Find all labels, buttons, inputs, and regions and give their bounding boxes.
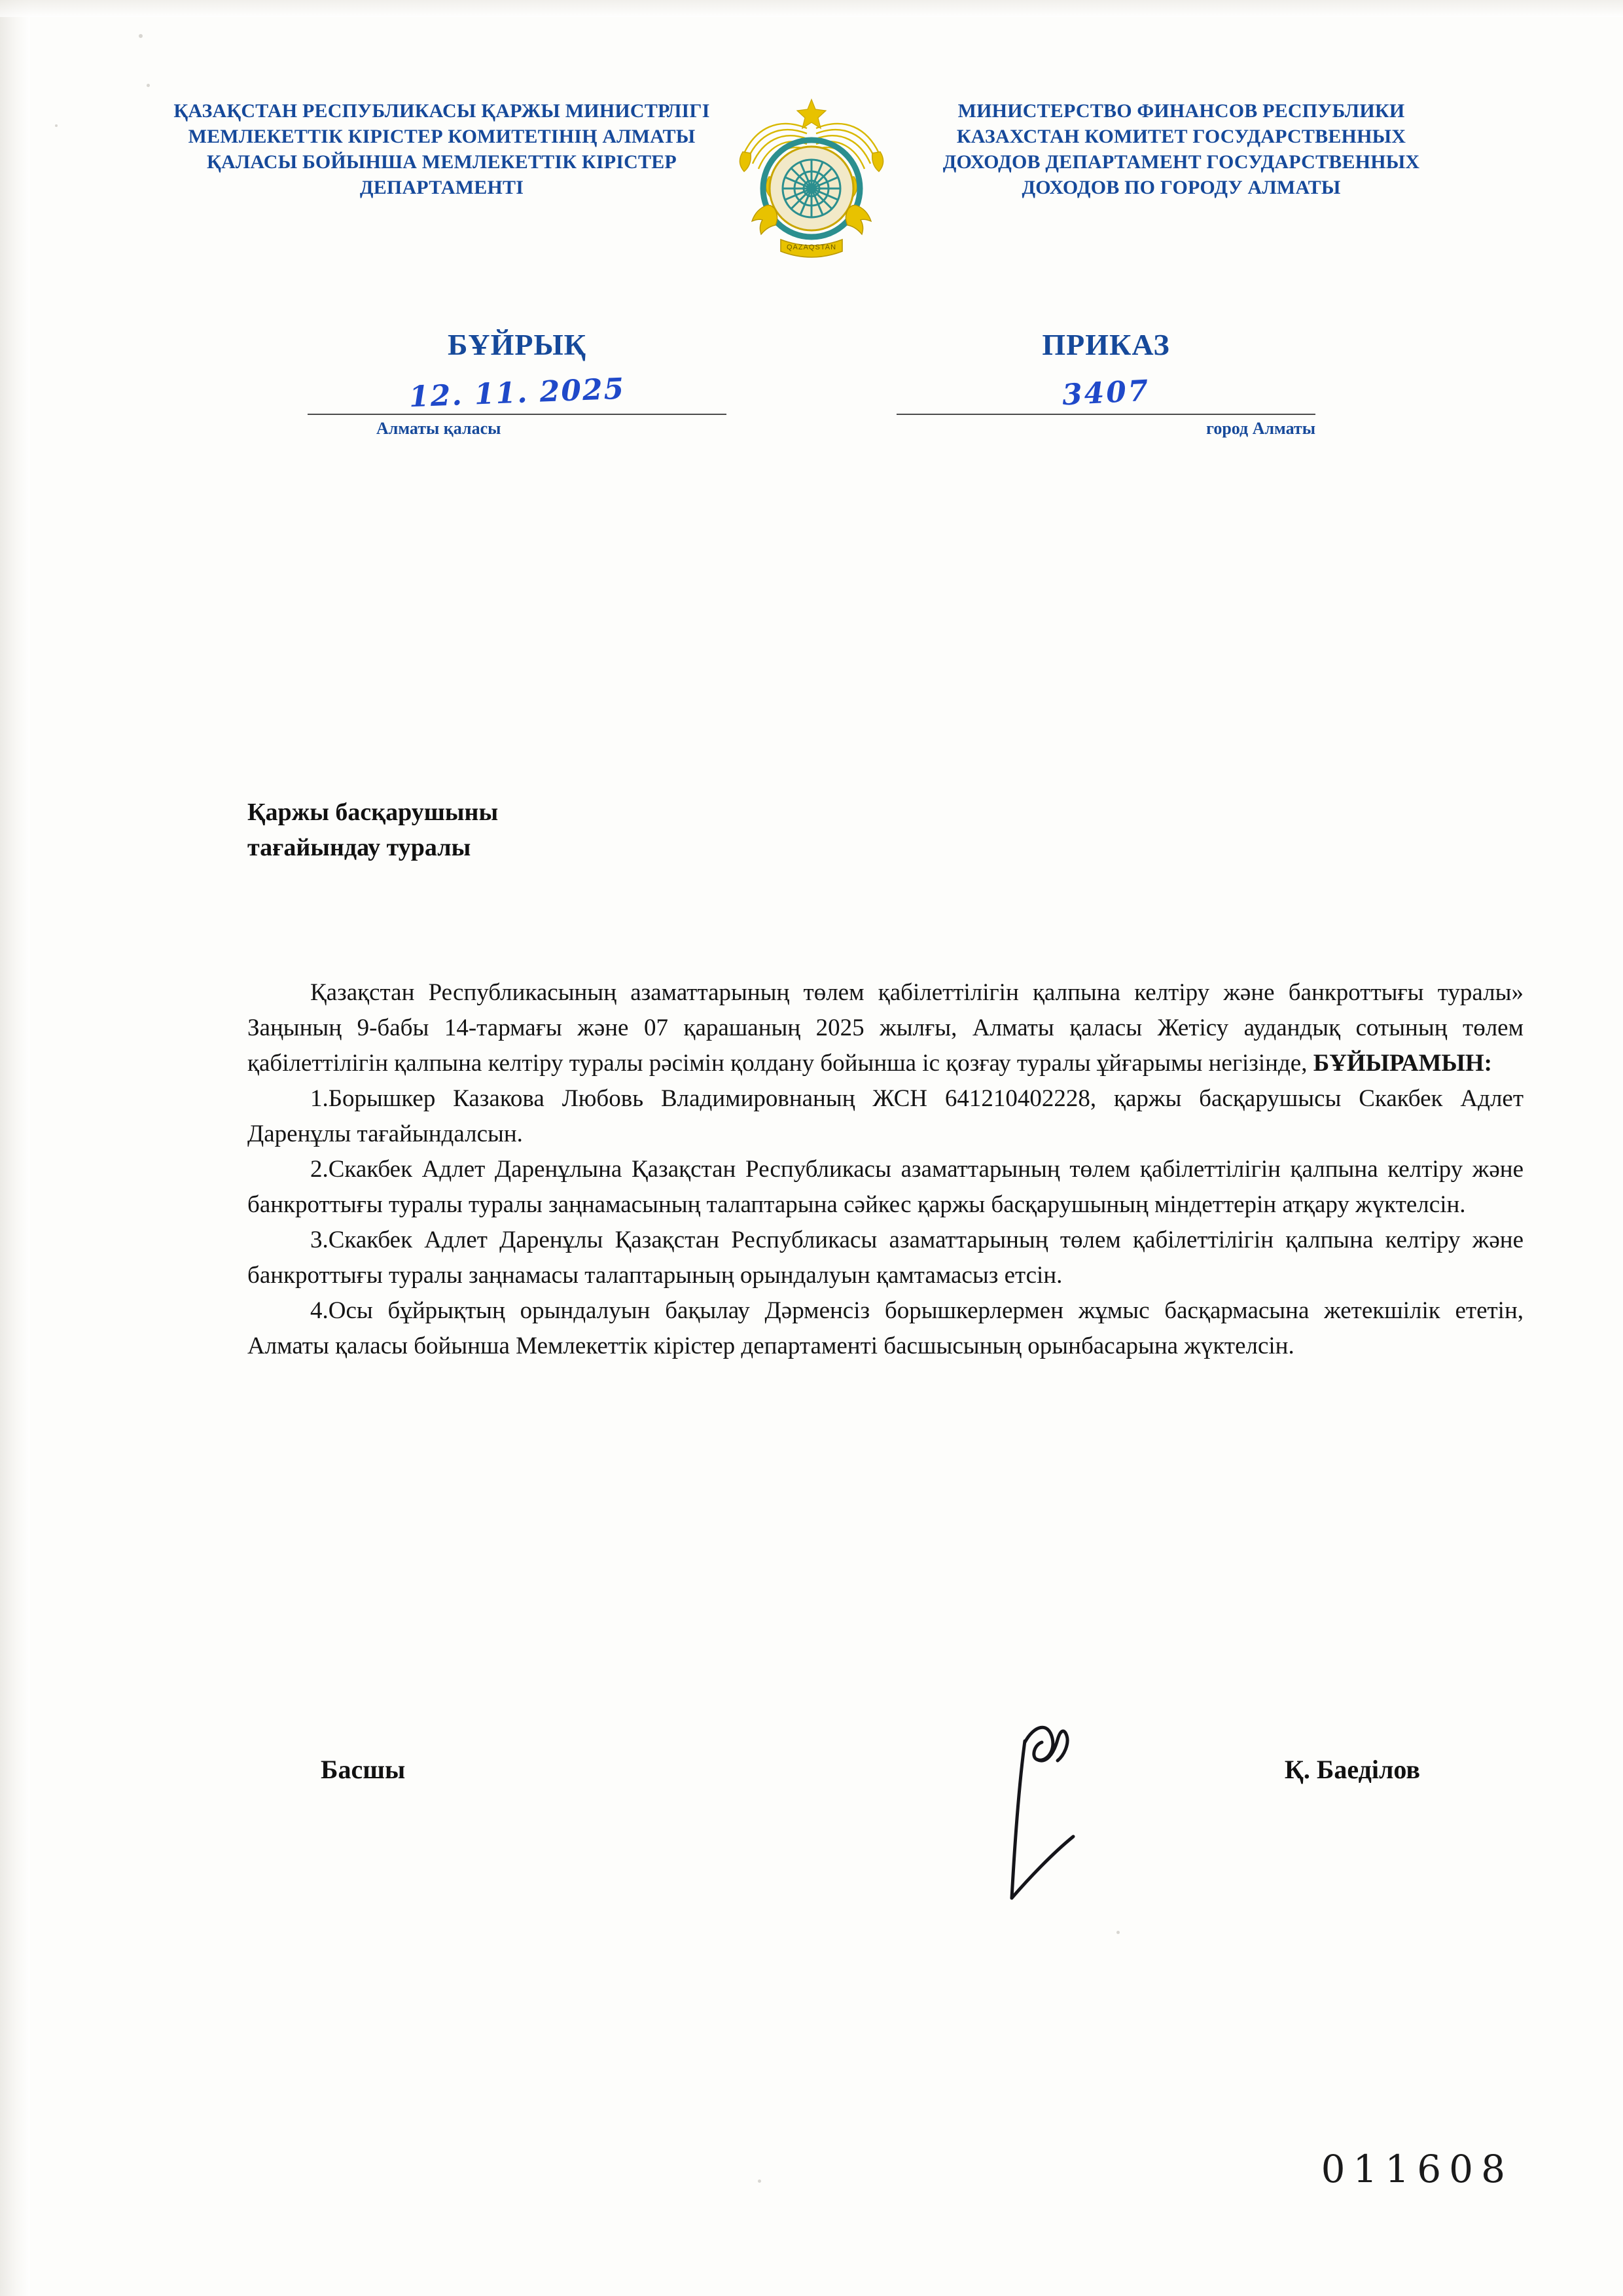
city-russian: город Алматы bbox=[1206, 419, 1315, 438]
org-name-kazakh: ҚАЗАҚСТАН РЕСПУБЛИКАСЫ ҚАРЖЫ МИНИСТРЛІГІ МЕМЛЕКЕТТІК КІРІСТЕР КОМИТЕТІНІҢ АЛМАТЫ ҚАЛАСЫ БОЙЫНША МЕМЛЕКЕТТІК КІРІСТЕР ДЕПАРТАМЕНТІ bbox=[173, 100, 710, 198]
scan-edge-shadow-top bbox=[0, 0, 1623, 17]
body-item-3: 3.Скакбек Адлет Даренұлы Қазақстан Республикасы азаматтарының төлем қабілеттілігін қалпына келтіру және банкроттығы туралы заңнамасы талаптарының орындалуын қамтамасыз етсін. bbox=[247, 1227, 1524, 1289]
coat-of-arms-icon bbox=[730, 90, 893, 287]
body-intro-bold: БҰЙЫРАМЫН: bbox=[1313, 1050, 1492, 1077]
signature-role: Басшы bbox=[321, 1755, 406, 1784]
order-block-russian bbox=[812, 327, 1400, 439]
scan-speck bbox=[139, 34, 143, 38]
org-name-russian: МИНИСТЕРСТВО ФИНАНСОВ РЕСПУБЛИКИ КАЗАХСТАН КОМИТЕТ ГОСУДАРСТВЕННЫХ ДОХОДОВ ДЕПАРТАМЕНТ ГОСУДАРСТВЕННЫХ ДОХОДОВ ПО ГОРОДУ АЛМАТЫ bbox=[942, 100, 1420, 198]
order-title-row bbox=[0, 327, 1623, 439]
emblem-container bbox=[713, 90, 910, 287]
city-kazakh: Алматы қаласы bbox=[376, 419, 501, 438]
signature-name: Қ. Баеділов bbox=[1284, 1755, 1420, 1784]
body-item-1: 1.Борышкер Казакова Любовь Владимировнаның ЖСН 641210402228, қаржы басқарушысы Скакбек Адлет Даренұлы тағайындалсын. bbox=[247, 1085, 1524, 1148]
document-number: 011608 bbox=[1321, 2147, 1513, 2191]
document-body bbox=[247, 975, 1524, 1364]
handwritten-signature-icon bbox=[969, 1702, 1178, 1918]
order-date-handwritten: 12. 11. 2025 bbox=[408, 372, 626, 414]
order-word-russian: ПРИКАЗ bbox=[1042, 328, 1170, 361]
subject-line-1: Қаржы басқарушыны bbox=[247, 798, 499, 826]
document-subject bbox=[247, 795, 836, 866]
order-word-kazakh: БҰЙРЫҚ bbox=[447, 328, 587, 361]
scan-speck bbox=[147, 84, 150, 87]
body-intro bbox=[247, 975, 1524, 1081]
document-header bbox=[0, 90, 1623, 287]
svg-text:QAZAQSTAN: QAZAQSTAN bbox=[786, 243, 837, 251]
scan-speck bbox=[758, 2179, 761, 2183]
body-item-2: 2.Скакбек Адлет Даренұлына Қазақстан Республикасы азаматтарының төлем қабілеттілігін қалпына келтіру және банкроттығы туралы туралы заңнамасының талаптарына сәйкес қаржы басқарушының міндеттерін атқару жүктелсін. bbox=[247, 1156, 1524, 1219]
date-rule bbox=[308, 414, 726, 415]
order-number-handwritten: 3407 bbox=[1061, 374, 1151, 412]
body-item-4: 4.Осы бұйрықтың орындалуын бақылау Дәрменсіз борышкерлермен жұмыс басқармасына жетекшілік ететін, Алматы қаласы бойынша Мемлекеттік кірістер департаменті басшысының орынбасарына жүктелсін. bbox=[247, 1297, 1524, 1360]
order-block-kazakh bbox=[223, 327, 812, 439]
body-intro-text: Қазақстан Республикасының азаматтарының төлем қабілеттілігін қалпына келтіру және банкроттығы туралы» Заңының 9-бабы 14-тармағы және 07 қарашаның 2025 жылғы, Алматы қаласы Жетісу аудандық сотының төлем қабілеттілігін қалпына келтіру туралы рәсімін қолдану бойынша іс қозғау туралы ұйғарымы негізінде, bbox=[247, 979, 1524, 1077]
number-rule bbox=[897, 414, 1315, 415]
subject-line-2: тағайындау туралы bbox=[247, 833, 471, 861]
scan-speck bbox=[1116, 1931, 1120, 1934]
